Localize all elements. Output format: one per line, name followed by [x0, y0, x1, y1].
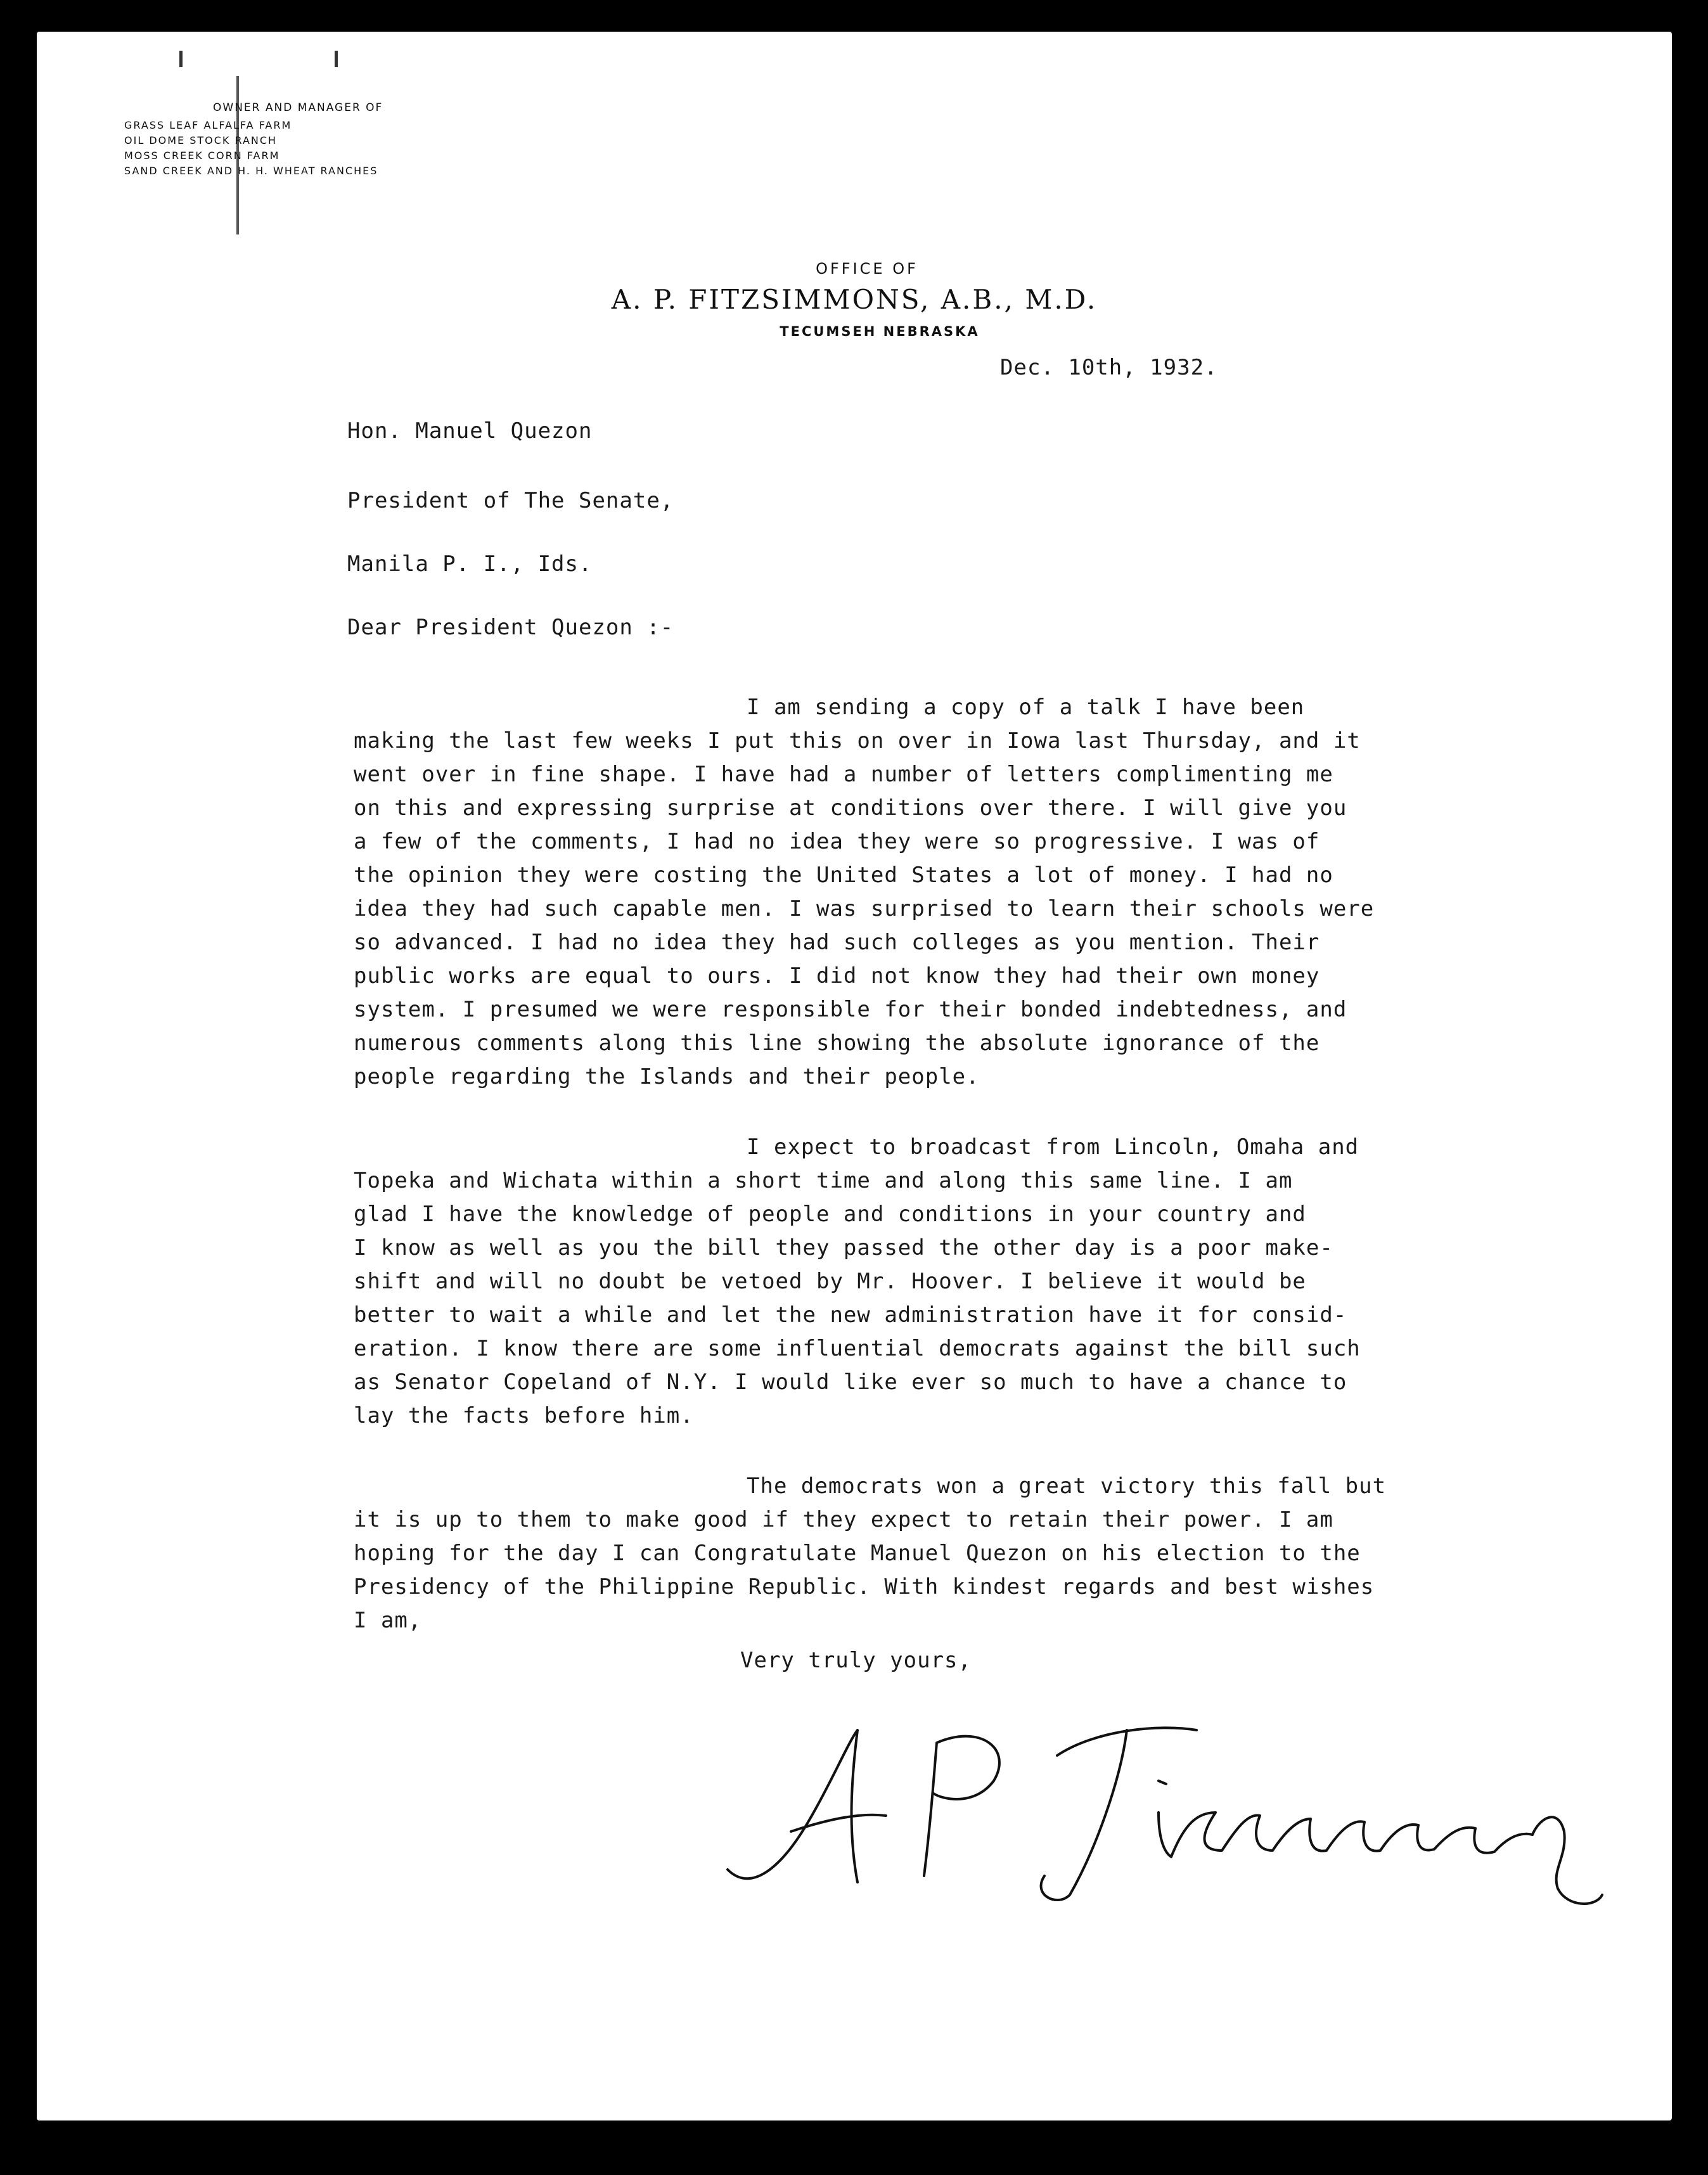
tack-mark: [335, 51, 338, 67]
office-of-label: OFFICE OF: [816, 260, 918, 278]
body-line: numerous comments along this line showing the absolute ignorance of the: [354, 1030, 1320, 1056]
office-name: A. P. FITZSIMMONS, A.B., M.D.: [611, 284, 1098, 315]
body-line: Topeka and Wichata within a short time and along this same line. I am: [354, 1168, 1293, 1193]
body-line: making the last few weeks I put this on over in Iowa last Thursday, and it: [354, 728, 1361, 754]
ranch-line: MOSS CREEK CORN FARM: [124, 150, 280, 162]
body-line: I know as well as you the bill they passed the other day is a poor make-: [354, 1235, 1333, 1261]
closing-line: Very truly yours,: [740, 1648, 972, 1673]
ranch-line: GRASS LEAF ALFALFA FARM: [124, 119, 292, 131]
ranch-line: OIL DOME STOCK RANCH: [124, 134, 278, 146]
body-line: as Senator Copeland of N.Y. I would like ever so much to have a chance to: [354, 1370, 1347, 1395]
scan-edge: [1543, 2131, 1708, 2175]
body-line: lay the facts before him.: [354, 1403, 694, 1428]
body-paragraph: [354, 691, 1583, 1094]
handwritten-signature: [715, 1705, 1615, 1914]
addressee-title: President of The Senate,: [347, 488, 674, 513]
body-line: public works are equal to ours. I did not know they had their own money: [354, 963, 1320, 989]
tack-mark: [179, 51, 183, 67]
body-line: a few of the comments, I had no idea they were so progressive. I was of: [354, 829, 1320, 854]
body-line: I am sending a copy of a talk I have been: [747, 695, 1305, 720]
body-line: on this and expressing surprise at conditions over there. I will give you: [354, 795, 1347, 821]
letter-body: [354, 691, 1583, 1674]
body-line: I expect to broadcast from Lincoln, Omaha and: [747, 1134, 1359, 1160]
body-line: better to wait a while and let the new administration have it for consid-: [354, 1302, 1347, 1328]
body-line: so advanced. I had no idea they had such colleges as you mention. Their: [354, 930, 1320, 955]
body-line: eration. I know there are some influential democrats against the bill such: [354, 1336, 1361, 1361]
body-paragraph: [354, 1131, 1583, 1433]
body-line: people regarding the Islands and their people.: [354, 1064, 980, 1089]
ranch-line: SAND CREEK AND H. H. WHEAT RANCHES: [124, 165, 378, 177]
letterhead-office-block: [37, 260, 1672, 339]
body-line: the opinion they were costing the United States a lot of money. I had no: [354, 863, 1333, 888]
body-line: it is up to them to make good if they expect to retain their power. I am: [354, 1507, 1333, 1532]
office-city: TECUMSEH NEBRASKA: [780, 324, 980, 339]
addressee-place: Manila P. I., Ids.: [347, 551, 593, 577]
letter-page: [37, 32, 1672, 2120]
body-line: hoping for the day I can Congratulate Manuel Quezon on his election to the: [354, 1541, 1361, 1566]
owner-heading: OWNER AND MANAGER OF: [213, 101, 383, 114]
body-line: Presidency of the Philippine Republic. With kindest regards and best wishes: [354, 1574, 1375, 1600]
letterhead-owner-block: [124, 101, 568, 179]
body-line: I am,: [354, 1608, 422, 1633]
body-paragraph: [354, 1470, 1583, 1638]
addressee-name: Hon. Manuel Quezon: [347, 418, 593, 444]
body-line: idea they had such capable men. I was surprised to learn their schools were: [354, 896, 1375, 921]
body-line: went over in fine shape. I have had a number of letters complimenting me: [354, 762, 1333, 787]
letter-date: Dec. 10th, 1932.: [1000, 355, 1218, 380]
salutation: Dear President Quezon :-: [347, 615, 674, 640]
body-line: glad I have the knowledge of people and conditions in your country and: [354, 1202, 1306, 1227]
body-line: The democrats won a great victory this fall but: [747, 1473, 1387, 1499]
body-line: system. I presumed we were responsible for their bonded indebtedness, and: [354, 997, 1347, 1022]
body-line: shift and will no doubt be vetoed by Mr. Hoover. I believe it would be: [354, 1269, 1306, 1294]
